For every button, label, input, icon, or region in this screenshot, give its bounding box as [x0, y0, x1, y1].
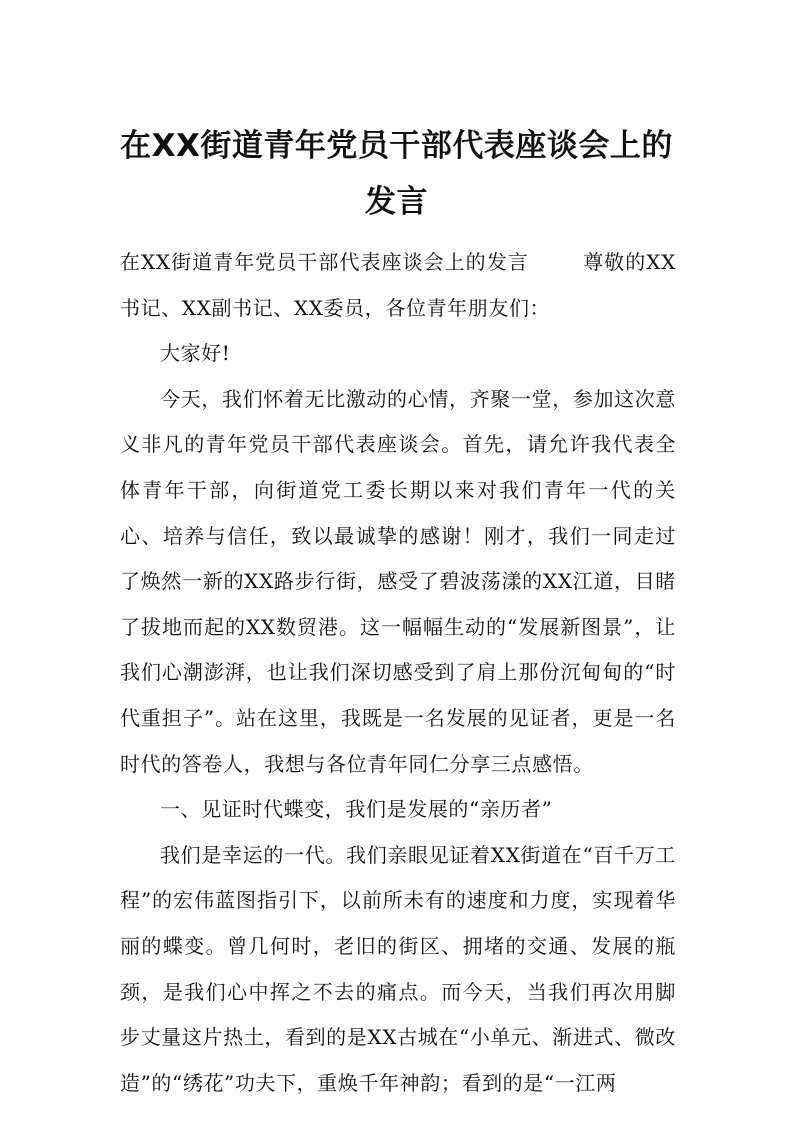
paragraph-2: 我们是幸运的一代。我们亲眼见证着XX街道在“百千万工程”的宏伟蓝图指引下，以前所未有的速度和力度，实现着华丽的蝶变。曾几何时，老旧的街区、拥堵的交通、发展的瓶颈，是我们心中挥之不去的痛点。而今天，当我们再次用脚步丈量这片热土，看到的是XX古城在“小单元、渐进式、微改造”的“绣花”功夫下，重焕千年神韵；看到的是“一江两 — [120, 842, 676, 1095]
salutation: 尊敬的XX书记、XX副书记、XX委员，各位青年朋友们： — [120, 250, 676, 320]
document-title: 在XX街道青年党员干部代表座谈会上的发言 — [120, 128, 673, 220]
document-body — [120, 240, 676, 1106]
section-1-heading: 一、见证时代蝶变，我们是发展的“亲历者” — [160, 797, 553, 822]
intro-heading: 在XX街道青年党员干部代表座谈会上的发言 — [120, 250, 529, 274]
greeting: 大家好! — [160, 341, 231, 366]
paragraph-1: 今天，我们怀着无比激动的心情，齐聚一堂，参加这次意义非凡的青年党员干部代表座谈会。首先，请允许我代表全体青年干部，向街道党工委长期以来对我们青年一代的关心、培养与信任，致以最诚挚的感谢！刚才，我们一同走过了焕然一新的XX路步行街，感受了碧波荡漾的XX江道，目睹了拔地而起的XX数贸港。这一幅幅生动的“发展新图景”，让我们心潮澎湃，也让我们深切感受到了肩上那份沉甸甸的“时代重担子”。站在这里，我既是一名发展的见证者，更是一名时代的答卷人，我想与各位青年同仁分享三点感悟。 — [120, 386, 676, 776]
intro-line — [120, 240, 676, 331]
